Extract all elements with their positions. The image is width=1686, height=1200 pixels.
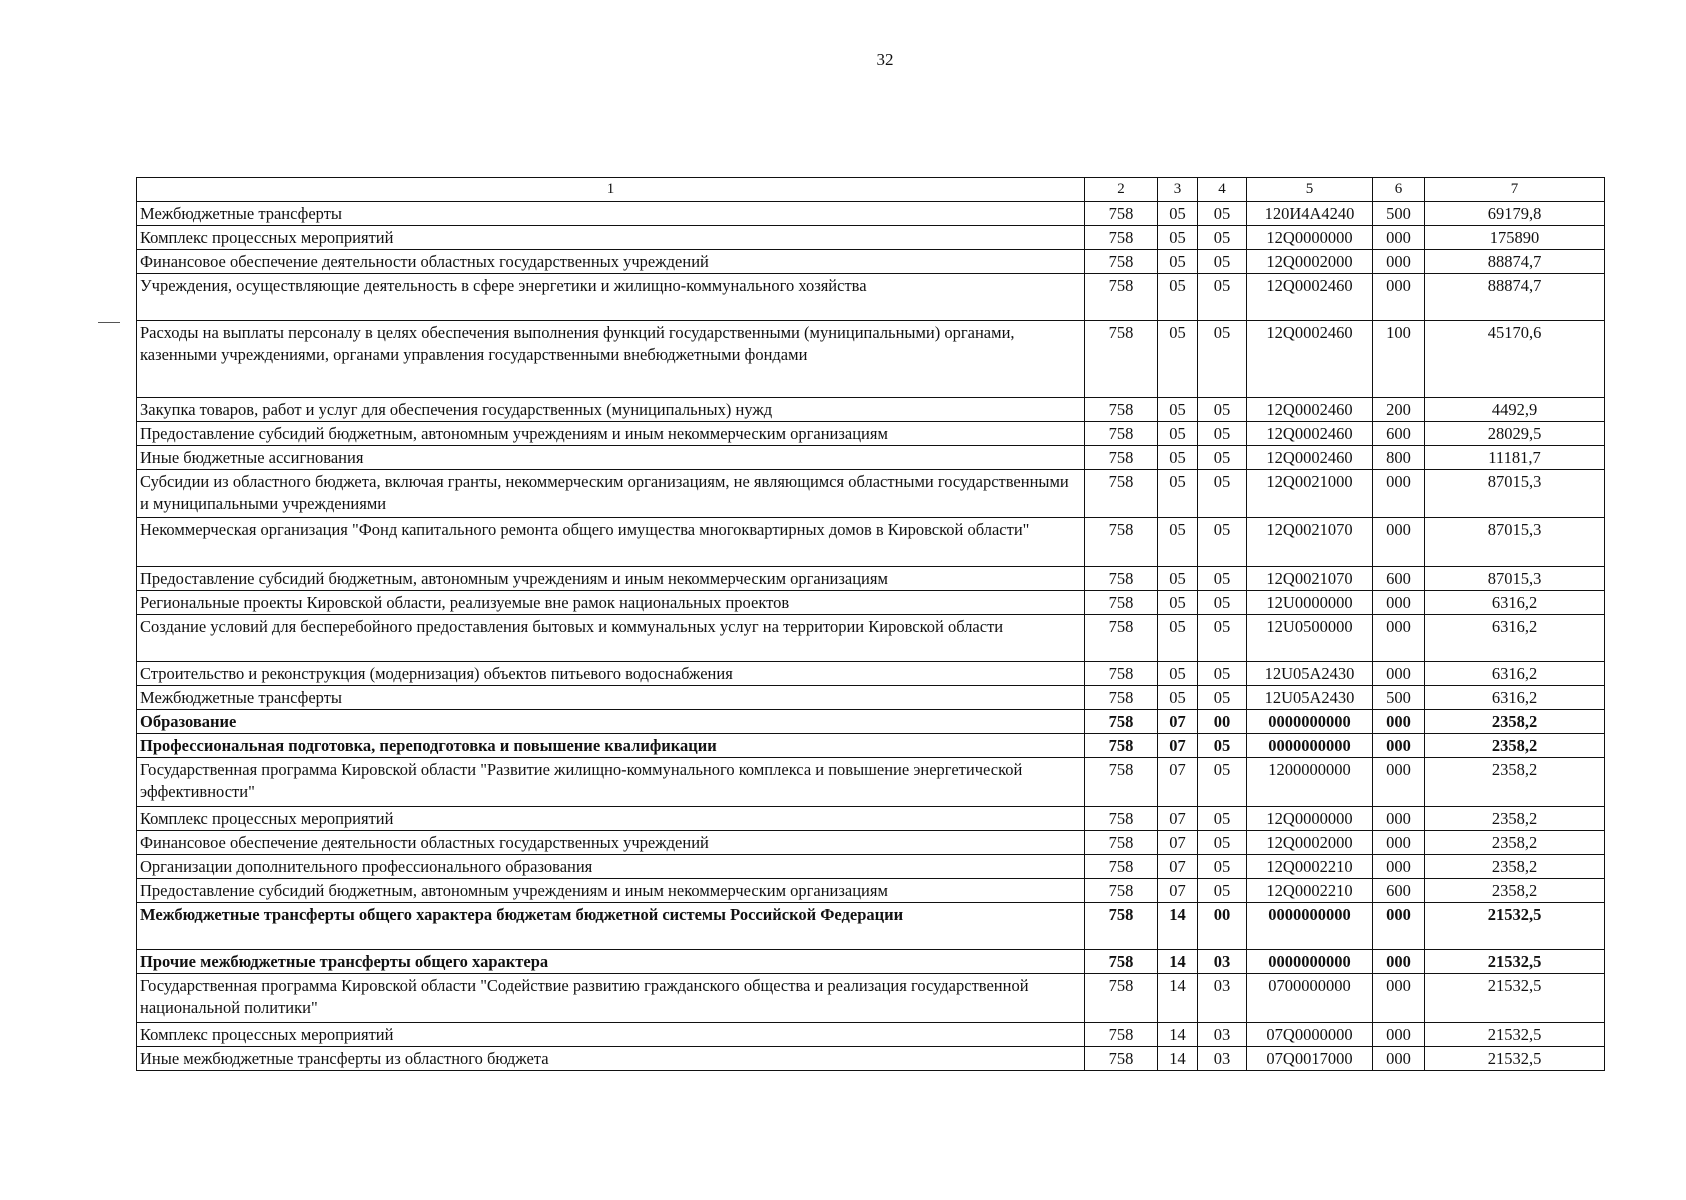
cell-col4: 05 — [1198, 662, 1247, 686]
cell-col2: 758 — [1085, 903, 1158, 950]
budget-table — [136, 177, 1605, 1071]
table-row — [137, 807, 1605, 831]
cell-col4: 05 — [1198, 831, 1247, 855]
cell-col5: 12U05A2430 — [1247, 686, 1373, 710]
cell-col3: 07 — [1158, 710, 1198, 734]
cell-col5: 12Q0002460 — [1247, 398, 1373, 422]
cell-col5: 12Q0002210 — [1247, 879, 1373, 903]
cell-col2: 758 — [1085, 807, 1158, 831]
cell-col4: 05 — [1198, 250, 1247, 274]
cell-col3: 05 — [1158, 615, 1198, 662]
table-row — [137, 250, 1605, 274]
table-row — [137, 470, 1605, 518]
header-cell-5: 5 — [1247, 178, 1373, 202]
cell-col7: 21532,5 — [1425, 1023, 1605, 1047]
cell-col3: 05 — [1158, 274, 1198, 321]
cell-col5: 12Q0021070 — [1247, 567, 1373, 591]
cell-col3: 14 — [1158, 903, 1198, 950]
cell-col4: 05 — [1198, 470, 1247, 518]
cell-name: Межбюджетные трансферты общего характера бюджетам бюджетной системы Российской Федерации — [137, 903, 1085, 950]
cell-col5: 12U0000000 — [1247, 591, 1373, 615]
cell-col6: 000 — [1373, 950, 1425, 974]
cell-name: Иные межбюджетные трансферты из областного бюджета — [137, 1047, 1085, 1071]
cell-name: Предоставление субсидий бюджетным, автономным учреждениям и иным некоммерческим организациям — [137, 422, 1085, 446]
cell-col6: 000 — [1373, 831, 1425, 855]
cell-name: Организации дополнительного профессионального образования — [137, 855, 1085, 879]
header-cell-1: 1 — [137, 178, 1085, 202]
margin-mark — [98, 322, 120, 323]
cell-col4: 05 — [1198, 686, 1247, 710]
cell-col2: 758 — [1085, 734, 1158, 758]
cell-col4: 03 — [1198, 974, 1247, 1023]
cell-col6: 000 — [1373, 734, 1425, 758]
cell-name: Создание условий для бесперебойного предоставления бытовых и коммунальных услуг на территории Кировской области — [137, 615, 1085, 662]
cell-col3: 07 — [1158, 855, 1198, 879]
cell-name: Прочие межбюджетные трансферты общего характера — [137, 950, 1085, 974]
cell-col6: 000 — [1373, 226, 1425, 250]
cell-col4: 03 — [1198, 950, 1247, 974]
header-cell-7: 7 — [1425, 178, 1605, 202]
table-row — [137, 662, 1605, 686]
cell-col7: 6316,2 — [1425, 662, 1605, 686]
table-row — [137, 710, 1605, 734]
cell-col5: 07Q0000000 — [1247, 1023, 1373, 1047]
cell-col6: 000 — [1373, 758, 1425, 807]
cell-col7: 6316,2 — [1425, 591, 1605, 615]
cell-col4: 05 — [1198, 422, 1247, 446]
cell-col6: 000 — [1373, 274, 1425, 321]
cell-col4: 05 — [1198, 518, 1247, 567]
cell-col3: 14 — [1158, 1023, 1198, 1047]
cell-name: Закупка товаров, работ и услуг для обеспечения государственных (муниципальных) нужд — [137, 398, 1085, 422]
cell-col2: 758 — [1085, 274, 1158, 321]
cell-col7: 2358,2 — [1425, 807, 1605, 831]
cell-col7: 88874,7 — [1425, 250, 1605, 274]
table-row — [137, 734, 1605, 758]
cell-col2: 758 — [1085, 879, 1158, 903]
cell-col4: 05 — [1198, 226, 1247, 250]
cell-col5: 120И4А4240 — [1247, 202, 1373, 226]
cell-col2: 758 — [1085, 591, 1158, 615]
cell-col4: 05 — [1198, 855, 1247, 879]
cell-col4: 05 — [1198, 567, 1247, 591]
cell-name: Комплекс процессных мероприятий — [137, 1023, 1085, 1047]
cell-col7: 21532,5 — [1425, 974, 1605, 1023]
table-header-row — [137, 178, 1605, 202]
table-row — [137, 518, 1605, 567]
cell-col7: 87015,3 — [1425, 567, 1605, 591]
cell-name: Предоставление субсидий бюджетным, автономным учреждениям и иным некоммерческим организациям — [137, 879, 1085, 903]
page-number: 32 — [876, 50, 894, 69]
cell-col2: 758 — [1085, 518, 1158, 567]
cell-col7: 2358,2 — [1425, 710, 1605, 734]
table-row — [137, 686, 1605, 710]
cell-col2: 758 — [1085, 398, 1158, 422]
cell-col3: 05 — [1158, 470, 1198, 518]
cell-col5: 12Q0002210 — [1247, 855, 1373, 879]
cell-col5: 12Q0002460 — [1247, 422, 1373, 446]
cell-col5: 12Q0002460 — [1247, 446, 1373, 470]
cell-col4: 00 — [1198, 710, 1247, 734]
cell-col5: 12Q0002460 — [1247, 274, 1373, 321]
cell-col4: 05 — [1198, 446, 1247, 470]
header-cell-3: 3 — [1158, 178, 1198, 202]
cell-name: Некоммерческая организация "Фонд капитального ремонта общего имущества многоквартирных домов в Кировской области" — [137, 518, 1085, 567]
cell-col3: 07 — [1158, 831, 1198, 855]
cell-col5: 12Q0002000 — [1247, 250, 1373, 274]
cell-col7: 45170,6 — [1425, 321, 1605, 398]
table-row — [137, 202, 1605, 226]
cell-col4: 05 — [1198, 734, 1247, 758]
cell-name: Государственная программа Кировской области "Содействие развитию гражданского общества и реализация государственной национальной политики" — [137, 974, 1085, 1023]
cell-col5: 12Q0002460 — [1247, 321, 1373, 398]
cell-col3: 05 — [1158, 202, 1198, 226]
cell-col2: 758 — [1085, 250, 1158, 274]
cell-name: Региональные проекты Кировской области, реализуемые вне рамок национальных проектов — [137, 591, 1085, 615]
cell-name: Финансовое обеспечение деятельности областных государственных учреждений — [137, 831, 1085, 855]
cell-col4: 03 — [1198, 1047, 1247, 1071]
table-row — [137, 1047, 1605, 1071]
table-row — [137, 274, 1605, 321]
cell-col6: 000 — [1373, 903, 1425, 950]
cell-col3: 05 — [1158, 567, 1198, 591]
cell-col3: 05 — [1158, 686, 1198, 710]
cell-col6: 000 — [1373, 855, 1425, 879]
cell-col3: 05 — [1158, 398, 1198, 422]
cell-col7: 2358,2 — [1425, 758, 1605, 807]
cell-col6: 600 — [1373, 422, 1425, 446]
cell-col5: 12U05A2430 — [1247, 662, 1373, 686]
cell-col4: 05 — [1198, 398, 1247, 422]
cell-col7: 11181,7 — [1425, 446, 1605, 470]
cell-col5: 12Q0000000 — [1247, 226, 1373, 250]
cell-col7: 2358,2 — [1425, 879, 1605, 903]
table-row — [137, 446, 1605, 470]
cell-col5: 12Q0000000 — [1247, 807, 1373, 831]
cell-col5: 12Q0021000 — [1247, 470, 1373, 518]
cell-col3: 05 — [1158, 321, 1198, 398]
cell-col3: 07 — [1158, 879, 1198, 903]
cell-col3: 05 — [1158, 250, 1198, 274]
cell-col7: 175890 — [1425, 226, 1605, 250]
table-row — [137, 855, 1605, 879]
cell-col3: 14 — [1158, 974, 1198, 1023]
cell-col7: 87015,3 — [1425, 518, 1605, 567]
cell-col2: 758 — [1085, 758, 1158, 807]
cell-col2: 758 — [1085, 1047, 1158, 1071]
cell-name: Предоставление субсидий бюджетным, автономным учреждениям и иным некоммерческим организациям — [137, 567, 1085, 591]
cell-col6: 000 — [1373, 807, 1425, 831]
cell-name: Комплекс процессных мероприятий — [137, 807, 1085, 831]
cell-col5: 1200000000 — [1247, 758, 1373, 807]
cell-col4: 03 — [1198, 1023, 1247, 1047]
cell-col5: 0000000000 — [1247, 950, 1373, 974]
cell-col3: 05 — [1158, 446, 1198, 470]
cell-col2: 758 — [1085, 470, 1158, 518]
header-cell-6: 6 — [1373, 178, 1425, 202]
cell-col4: 05 — [1198, 807, 1247, 831]
cell-name: Субсидии из областного бюджета, включая гранты, некоммерческим организациям, не являющимся областными государственными и муниципальными учреждениями — [137, 470, 1085, 518]
cell-col2: 758 — [1085, 855, 1158, 879]
cell-col7: 28029,5 — [1425, 422, 1605, 446]
cell-col7: 69179,8 — [1425, 202, 1605, 226]
cell-col7: 21532,5 — [1425, 903, 1605, 950]
header-cell-2: 2 — [1085, 178, 1158, 202]
cell-col4: 05 — [1198, 202, 1247, 226]
cell-col6: 000 — [1373, 974, 1425, 1023]
cell-col2: 758 — [1085, 422, 1158, 446]
cell-col2: 758 — [1085, 226, 1158, 250]
cell-name: Иные бюджетные ассигнования — [137, 446, 1085, 470]
cell-col6: 500 — [1373, 202, 1425, 226]
cell-col6: 000 — [1373, 1023, 1425, 1047]
cell-col2: 758 — [1085, 710, 1158, 734]
cell-col2: 758 — [1085, 446, 1158, 470]
table-row — [137, 950, 1605, 974]
cell-col2: 758 — [1085, 321, 1158, 398]
cell-col7: 88874,7 — [1425, 274, 1605, 321]
table-row — [137, 591, 1605, 615]
cell-col7: 21532,5 — [1425, 950, 1605, 974]
cell-name: Строительство и реконструкция (модернизация) объектов питьевого водоснабжения — [137, 662, 1085, 686]
cell-col3: 07 — [1158, 734, 1198, 758]
cell-col3: 05 — [1158, 422, 1198, 446]
cell-col7: 6316,2 — [1425, 615, 1605, 662]
cell-col6: 600 — [1373, 879, 1425, 903]
header-cell-4: 4 — [1198, 178, 1247, 202]
cell-col4: 00 — [1198, 903, 1247, 950]
cell-col7: 87015,3 — [1425, 470, 1605, 518]
cell-col6: 100 — [1373, 321, 1425, 398]
table-body — [137, 178, 1605, 1071]
cell-col4: 05 — [1198, 321, 1247, 398]
cell-col5: 07Q0017000 — [1247, 1047, 1373, 1071]
cell-col3: 07 — [1158, 807, 1198, 831]
cell-col6: 000 — [1373, 470, 1425, 518]
table-row — [137, 398, 1605, 422]
cell-col6: 000 — [1373, 591, 1425, 615]
cell-col3: 05 — [1158, 226, 1198, 250]
cell-col2: 758 — [1085, 662, 1158, 686]
table-row — [137, 879, 1605, 903]
cell-col5: 0000000000 — [1247, 903, 1373, 950]
cell-col6: 800 — [1373, 446, 1425, 470]
cell-col6: 000 — [1373, 518, 1425, 567]
cell-name: Профессиональная подготовка, переподготовка и повышение квалификации — [137, 734, 1085, 758]
cell-col4: 05 — [1198, 274, 1247, 321]
cell-col5: 12U0500000 — [1247, 615, 1373, 662]
cell-col3: 07 — [1158, 758, 1198, 807]
cell-col4: 05 — [1198, 591, 1247, 615]
cell-col7: 2358,2 — [1425, 855, 1605, 879]
cell-col6: 000 — [1373, 615, 1425, 662]
cell-col6: 500 — [1373, 686, 1425, 710]
table-row — [137, 1023, 1605, 1047]
cell-col3: 14 — [1158, 950, 1198, 974]
cell-col6: 200 — [1373, 398, 1425, 422]
cell-name: Образование — [137, 710, 1085, 734]
cell-name: Учреждения, осуществляющие деятельность в сфере энергетики и жилищно-коммунального хозяйства — [137, 274, 1085, 321]
table-row — [137, 422, 1605, 446]
cell-name: Межбюджетные трансферты — [137, 686, 1085, 710]
table-row — [137, 903, 1605, 950]
cell-name: Государственная программа Кировской области "Развитие жилищно-коммунального комплекса и повышение энергетической эффективности" — [137, 758, 1085, 807]
cell-col5: 12Q0021070 — [1247, 518, 1373, 567]
cell-col6: 000 — [1373, 250, 1425, 274]
cell-name: Расходы на выплаты персоналу в целях обеспечения выполнения функций государственными (муниципальными) органами, казенными учреждениями, органами управления государственными внебюджетными фондами — [137, 321, 1085, 398]
table-row — [137, 974, 1605, 1023]
table-row — [137, 321, 1605, 398]
cell-col3: 05 — [1158, 662, 1198, 686]
cell-col7: 2358,2 — [1425, 734, 1605, 758]
cell-col2: 758 — [1085, 202, 1158, 226]
cell-name: Комплекс процессных мероприятий — [137, 226, 1085, 250]
cell-col4: 05 — [1198, 879, 1247, 903]
table-row — [137, 831, 1605, 855]
cell-col3: 05 — [1158, 591, 1198, 615]
table-row — [137, 226, 1605, 250]
table-row — [137, 615, 1605, 662]
cell-col5: 0000000000 — [1247, 710, 1373, 734]
cell-col5: 12Q0002000 — [1247, 831, 1373, 855]
cell-name: Межбюджетные трансферты — [137, 202, 1085, 226]
cell-col5: 0000000000 — [1247, 734, 1373, 758]
cell-col2: 758 — [1085, 1023, 1158, 1047]
cell-col4: 05 — [1198, 758, 1247, 807]
cell-col7: 6316,2 — [1425, 686, 1605, 710]
cell-col6: 000 — [1373, 710, 1425, 734]
cell-col7: 21532,5 — [1425, 1047, 1605, 1071]
cell-col2: 758 — [1085, 615, 1158, 662]
cell-col7: 2358,2 — [1425, 831, 1605, 855]
table-row — [137, 758, 1605, 807]
cell-name: Финансовое обеспечение деятельности областных государственных учреждений — [137, 250, 1085, 274]
cell-col4: 05 — [1198, 615, 1247, 662]
cell-col2: 758 — [1085, 974, 1158, 1023]
cell-col2: 758 — [1085, 950, 1158, 974]
cell-col3: 05 — [1158, 518, 1198, 567]
cell-col5: 0700000000 — [1247, 974, 1373, 1023]
cell-col2: 758 — [1085, 831, 1158, 855]
cell-col6: 000 — [1373, 662, 1425, 686]
cell-col2: 758 — [1085, 567, 1158, 591]
cell-col2: 758 — [1085, 686, 1158, 710]
cell-col6: 000 — [1373, 1047, 1425, 1071]
cell-col6: 600 — [1373, 567, 1425, 591]
cell-col7: 4492,9 — [1425, 398, 1605, 422]
cell-col3: 14 — [1158, 1047, 1198, 1071]
table-row — [137, 567, 1605, 591]
